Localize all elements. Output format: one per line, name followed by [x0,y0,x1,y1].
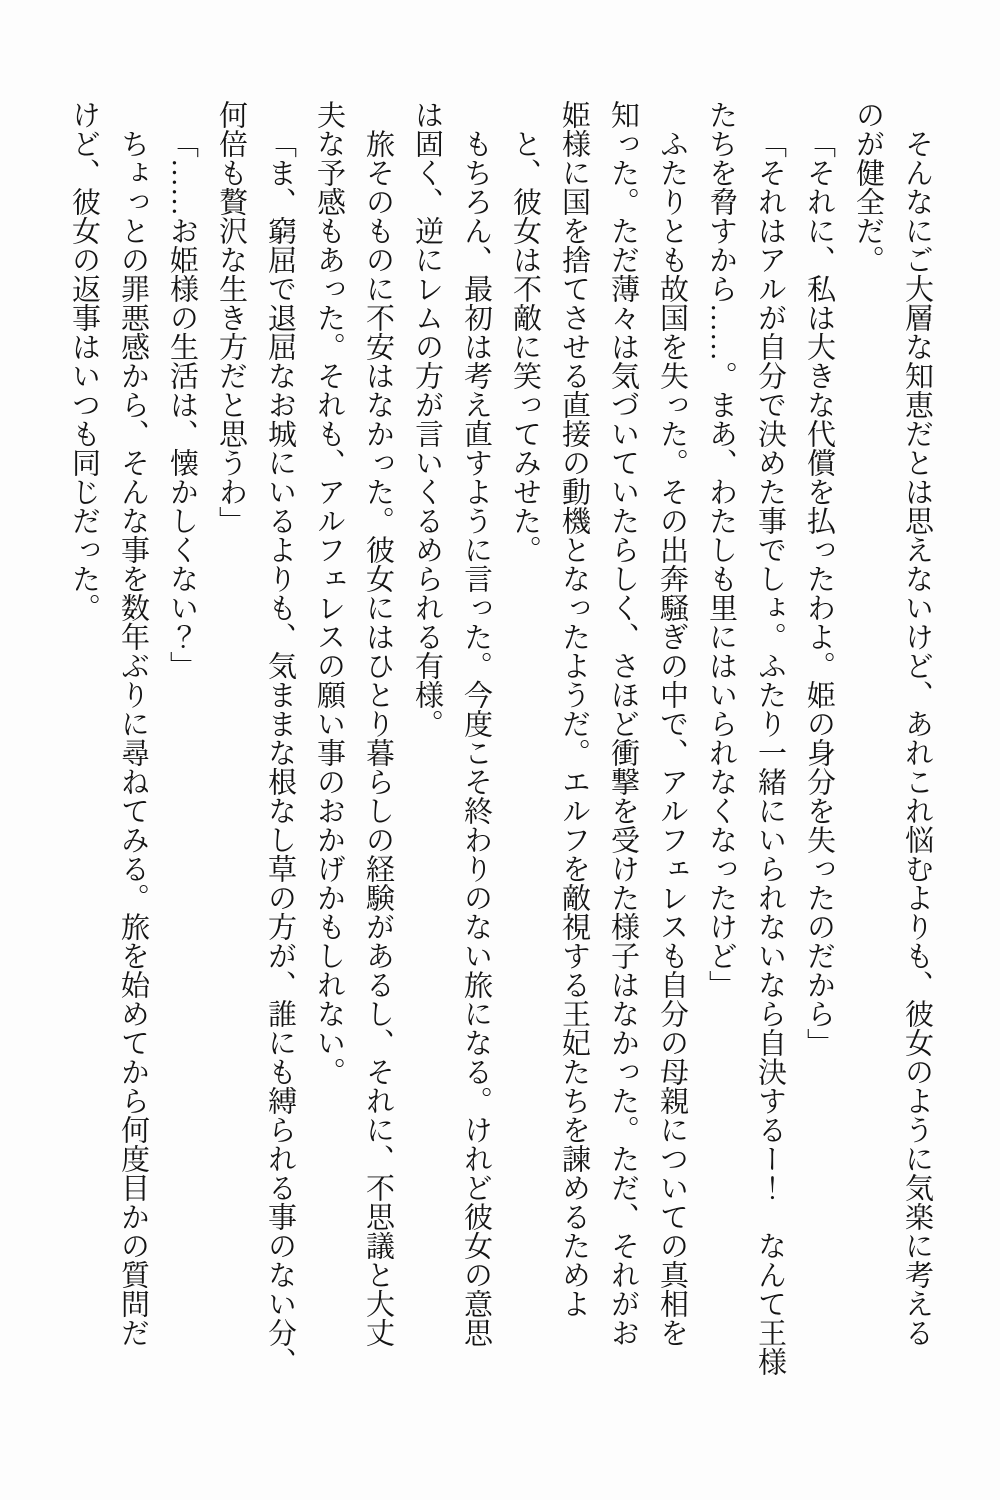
text-column: たちを脅すから……。まあ、わたしも里にはいられなくなったけど」 [705,100,737,999]
text-column: 「それはアルが自分で決めた事でしょ。ふたり一緒にいられないなら自決するー！ なんて王様 [754,129,786,1376]
text-column: もちろん、最初は考え直すように言った。今度こそ終わりのない旅になる。けれど彼女の意思 [460,129,492,1347]
text-column: 姫様に国を捨てさせる直接の動機となったようだ。エルフを敵視する王妃たちを諫めるためよ [558,100,590,1318]
text-column: 「ま、窮屈で退屈なお城にいるよりも、気ままな根なし草の方が、誰にも縛られる事のない分、 [264,129,296,1376]
text-column: ちょっとの罪悪感から、そんな事を数年ぶりに尋ねてみる。旅を始めてから何度目かの質問だ [117,129,149,1347]
text-column: 「……お姫様の生活は、懐かしくない？」 [166,129,198,680]
text-column: と、彼女は不敵に笑ってみせた。 [509,129,541,564]
text-column: 何倍も贅沢な生き方だと思うわ」 [215,100,247,535]
text-column: そんなにご大層な知恵だとは思えないけど、あれこれ悩むよりも、彼女のように気楽に考える [901,129,933,1347]
text-column: は固く、逆にレムの方が言いくるめられる有様。 [411,100,443,738]
text-column: 夫な予感もあった。それも、アルフェレスの願い事のおかげかもしれない。 [313,100,345,1086]
text-column: 「それに、私は大きな代償を払ったわよ。姫の身分を失ったのだから」 [803,129,835,1057]
text-column: けど、彼女の返事はいつも同じだった。 [68,100,100,622]
text-column: 知った。ただ薄々は気づいていたらしく、さほど衝撃を受けた様子はなかった。ただ、それがお [607,100,639,1347]
text-column: ふたりとも故国を失った。その出奔騒ぎの中で、アルフェレスも自分の母親についての真相を [656,129,688,1347]
text-column: のが健全だ。 [852,100,884,274]
text-column: 旅そのものに不安はなかった。彼女にはひとり暮らしの経験があるし、それに、不思議と大丈 [362,129,394,1347]
vertical-text-block [59,100,941,1390]
